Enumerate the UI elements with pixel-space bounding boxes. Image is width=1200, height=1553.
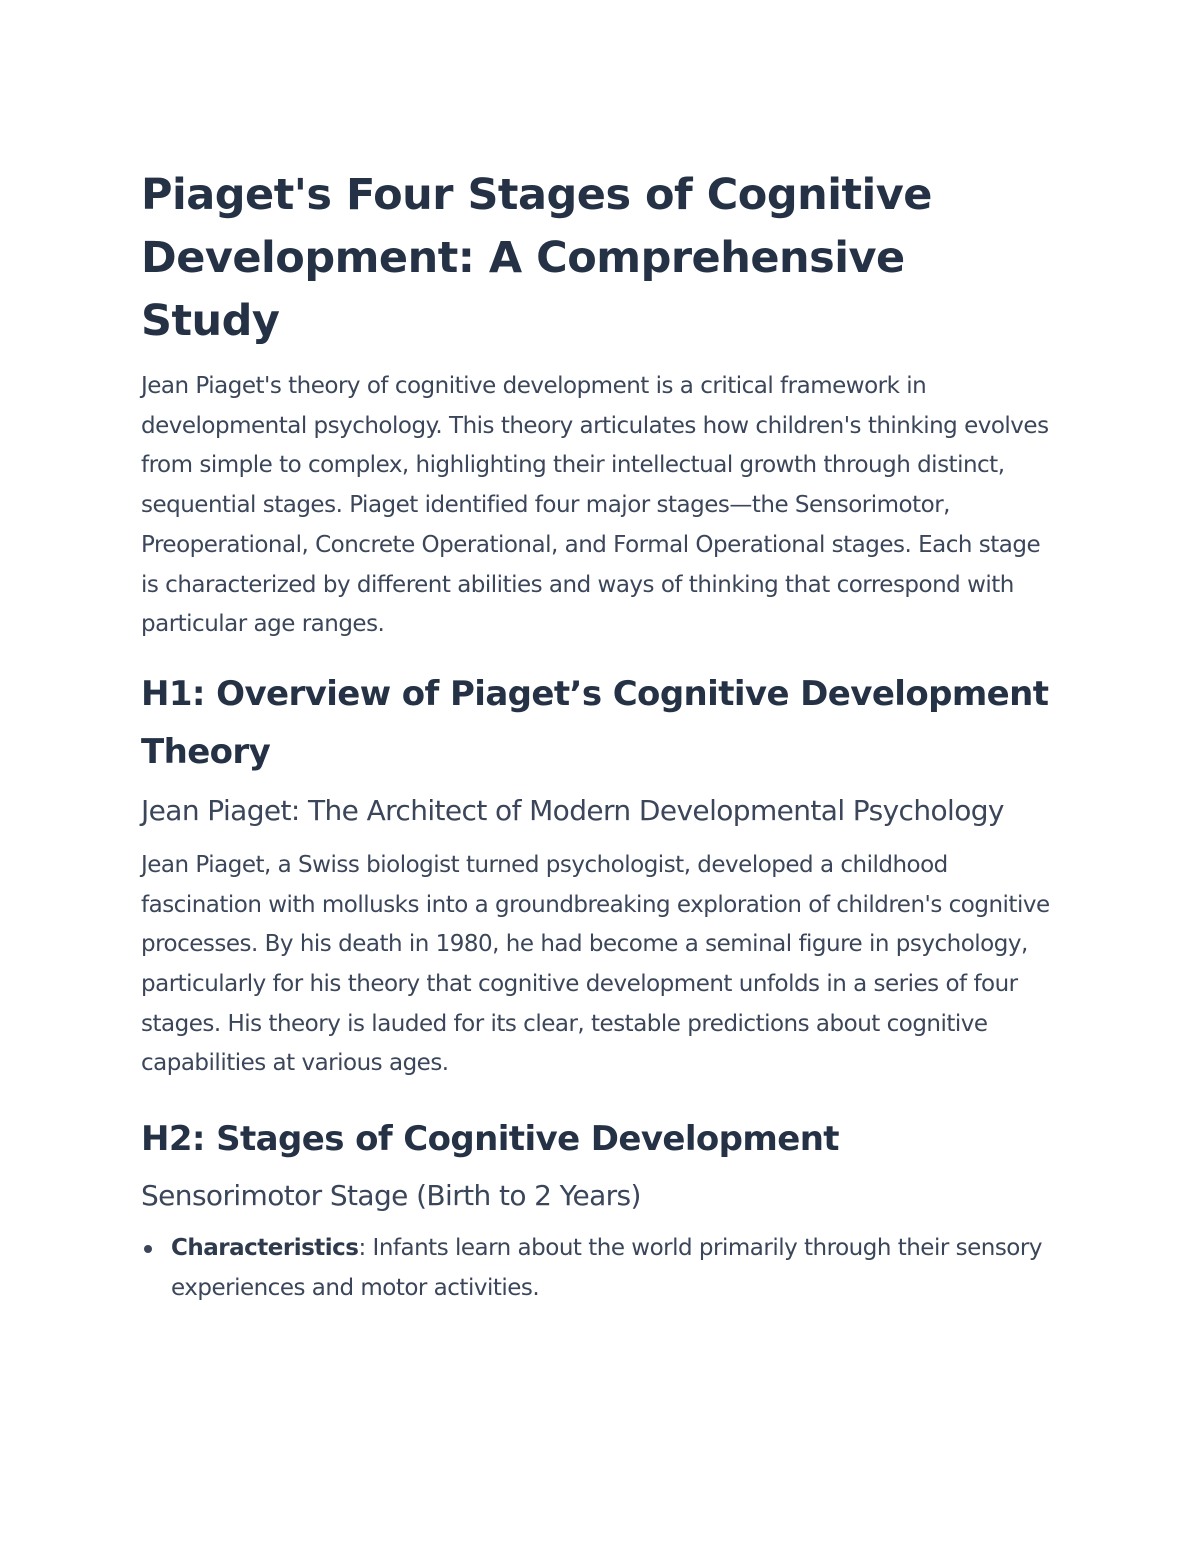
intro-paragraph: Jean Piaget's theory of cognitive development is a critical framework in developmental psychology. This theory articulates how children's thinking evolves from simple to complex, highlighting their intellectual growth through distinct, sequential stages. Piaget identified four major stages—the Sensorimotor, Preoperational, Concrete Operational, and Formal Operational stages. Each stage is characterized by different abilities and ways of thinking that correspond with particular age ranges.	[141, 373, 1049, 638]
bullet-term: Characteristics	[171, 1235, 359, 1262]
document-page	[141, 164, 1056, 1309]
bullet-text: : Infants learn about the world primarily through their sensory experiences and motor activities.	[171, 1235, 1042, 1301]
characteristics-list	[141, 1229, 1056, 1308]
sensorimotor-subheading: Sensorimotor Stage (Birth to 2 Years)	[141, 1179, 641, 1213]
piaget-bio-subheading: Jean Piaget: The Architect of Modern Developmental Psychology	[141, 793, 1004, 827]
list-item	[141, 1229, 1056, 1308]
document-title: Piaget's Four Stages of Cognitive Development: A Comprehensive Study	[141, 170, 932, 346]
section-overview-heading: H1: Overview of Piaget’s Cognitive Development Theory	[141, 673, 1049, 772]
section-stages-heading: H2: Stages of Cognitive Development	[141, 1119, 839, 1160]
bullet-icon	[144, 1245, 152, 1253]
piaget-bio-paragraph: Jean Piaget, a Swiss biologist turned psychologist, developed a childhood fascination with mollusks into a groundbreaking exploration of children's cognitive processes. By his death in 1980, he had become a seminal figure in psychology, particularly for his theory that cognitive development unfolds in a series of four stages. His theory is lauded for its clear, testable predictions about cognitive capabilities at various ages.	[141, 851, 1050, 1077]
